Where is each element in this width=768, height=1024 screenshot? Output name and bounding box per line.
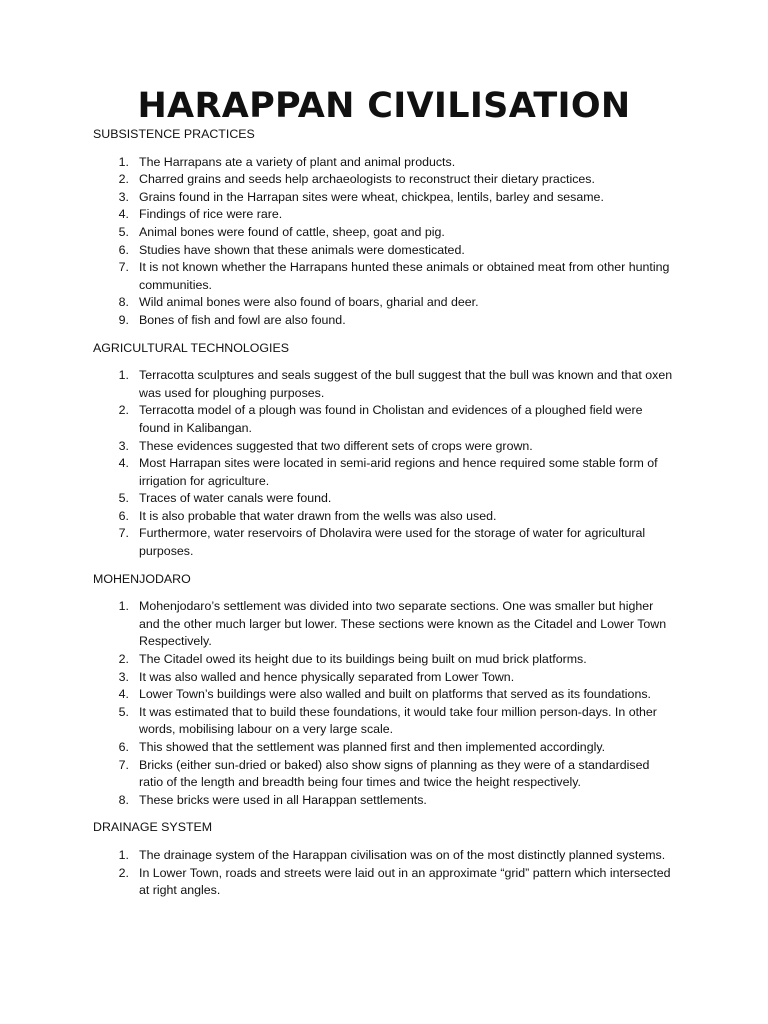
document-body [93,126,683,910]
list-item [93,669,683,687]
list-item-text: It was also walled and hence physically separated from Lower Town. [139,669,515,684]
list-item-text: The Harrapans ate a variety of plant and animal products. [139,154,456,169]
list-number: 2 . [93,402,139,437]
list-item-text: These evidences suggested that two different sets of crops were grown. [139,438,533,453]
list-item-text: Animal bones were found of cattle, sheep, goat and pig. [139,224,445,239]
list-item-text: It was estimated that to build these foundations, it would take four million person-days. In other words, mobilising labour on a very large scale. [139,704,657,737]
list-number: 3 . [93,438,139,456]
list-number: 8 . [93,294,139,312]
list-item [93,598,683,651]
list-number: 2 . [93,651,139,669]
list-item-text: The Citadel owed its height due to its buildings being built on mud brick platforms. [139,652,587,667]
list-number: 4 . [93,206,139,224]
list-item-text: Bones of fish and fowl are also found. [139,312,346,327]
list-item-text: Charred grains and seeds help archaeologists to reconstruct their dietary practices. [139,172,595,187]
list-item [93,490,683,508]
list-number: 6 . [93,508,139,526]
list-item-text: Bricks (either sun-dried or baked) also show signs of planning as they were of a standardised ratio of the length and breadth being four times and twice the height respectively. [139,757,650,790]
list-number: 3 . [93,189,139,207]
list-number: 4 . [93,455,139,490]
list-item-text: Grains found in the Harrapan sites were wheat, chickpea, lentils, barley and sesame. [139,189,604,204]
list-item [93,757,683,792]
list-item [93,739,683,757]
list-number: 5 . [93,704,139,739]
list-item-text: The drainage system of the Harappan civilisation was on of the most distinctly planned systems. [139,847,666,862]
list-item-text: Findings of rice were rare. [139,207,283,222]
list-item [93,206,683,224]
list-item [93,847,683,865]
list-item [93,189,683,207]
list-item [93,312,683,330]
list-number: 5 . [93,490,139,508]
list-number: 7 . [93,525,139,560]
section-heading: MOHENJODARO [93,571,191,586]
list-item-text: Traces of water canals were found. [139,491,332,506]
list-item-text: Mohenjodaro’s settlement was divided into two separate sections. One was smaller but higher and the other much larger but lower. These sections were known as the Citadel and Lower Town Respectively. [139,599,667,649]
list-item [93,242,683,260]
numbered-list [93,154,683,330]
list-item [93,367,683,402]
list-item-text: This showed that the settlement was planned first and then implemented accordingly. [139,740,606,754]
list-item [93,402,683,437]
list-item [93,704,683,739]
list-number: 3 . [93,669,139,687]
list-number: 7 . [93,259,139,294]
list-item [93,792,683,810]
list-number: 2 . [93,171,139,189]
list-number: 1 . [93,847,139,865]
list-number: 8 . [93,792,139,810]
section-mohenjodaro [93,571,683,810]
list-item-text: Most Harrapan sites were located in semi-arid regions and hence required some stable form of irrigation for agriculture. [139,456,658,488]
list-item-text: Furthermore, water reservoirs of Dholavira were used for the storage of water for agricultural purposes. [139,526,646,559]
list-item [93,224,683,242]
numbered-list [93,367,683,561]
list-number: 5 . [93,224,139,242]
list-item-text: In Lower Town, roads and streets were laid out in an approximate “grid” pattern which intersected at right angles. [139,865,671,898]
section-subsistence-practices [93,126,683,330]
list-number: 1 . [93,598,139,651]
list-item [93,259,683,294]
list-item-text: Studies have shown that these animals were domesticated. [139,242,465,257]
list-item [93,294,683,312]
numbered-list [93,598,683,809]
section-drainage-system [93,819,683,899]
list-item-text: It is not known whether the Harrapans hunted these animals or obtained meat from other hunting communities. [139,260,670,292]
section-heading: AGRICULTURAL TECHNOLOGIES [93,340,289,355]
list-item [93,686,683,704]
list-number: 1 . [93,367,139,402]
list-item-text: Terracotta model of a plough was found in Cholistan and evidences of a ploughed field were found in Kalibangan. [139,403,643,435]
list-item [93,154,683,172]
list-number: 7 . [93,757,139,792]
section-agricultural-technologies [93,340,683,561]
list-number: 1 . [93,154,139,172]
list-item-text: It is also probable that water drawn from the wells was also used. [139,508,497,523]
list-number: 2 . [93,865,139,900]
list-item [93,651,683,669]
list-item [93,171,683,189]
list-number: 6 . [93,739,139,757]
list-item [93,455,683,490]
list-item [93,865,683,900]
page-title: HARAPPAN CIVILISATION [137,86,631,126]
list-number: 6 . [93,242,139,260]
list-item [93,438,683,456]
numbered-list [93,847,683,900]
list-item-text: Lower Town’s buildings were also walled and built on platforms that served as its foundations. [139,687,651,702]
list-number: 4 . [93,686,139,704]
list-item-text: These bricks were used in all Harappan settlements. [139,792,427,807]
list-item-text: Wild animal bones were also found of boars, gharial and deer. [139,295,479,310]
list-item-text: Terracotta sculptures and seals suggest of the bull suggest that the bull was known and that oxen was used for ploughing purposes. [139,368,673,400]
list-item [93,508,683,526]
list-item [93,525,683,560]
section-heading: DRAINAGE SYSTEM [93,820,213,835]
list-number: 9 . [93,312,139,330]
section-heading: SUBSISTENCE PRACTICES [93,127,255,141]
